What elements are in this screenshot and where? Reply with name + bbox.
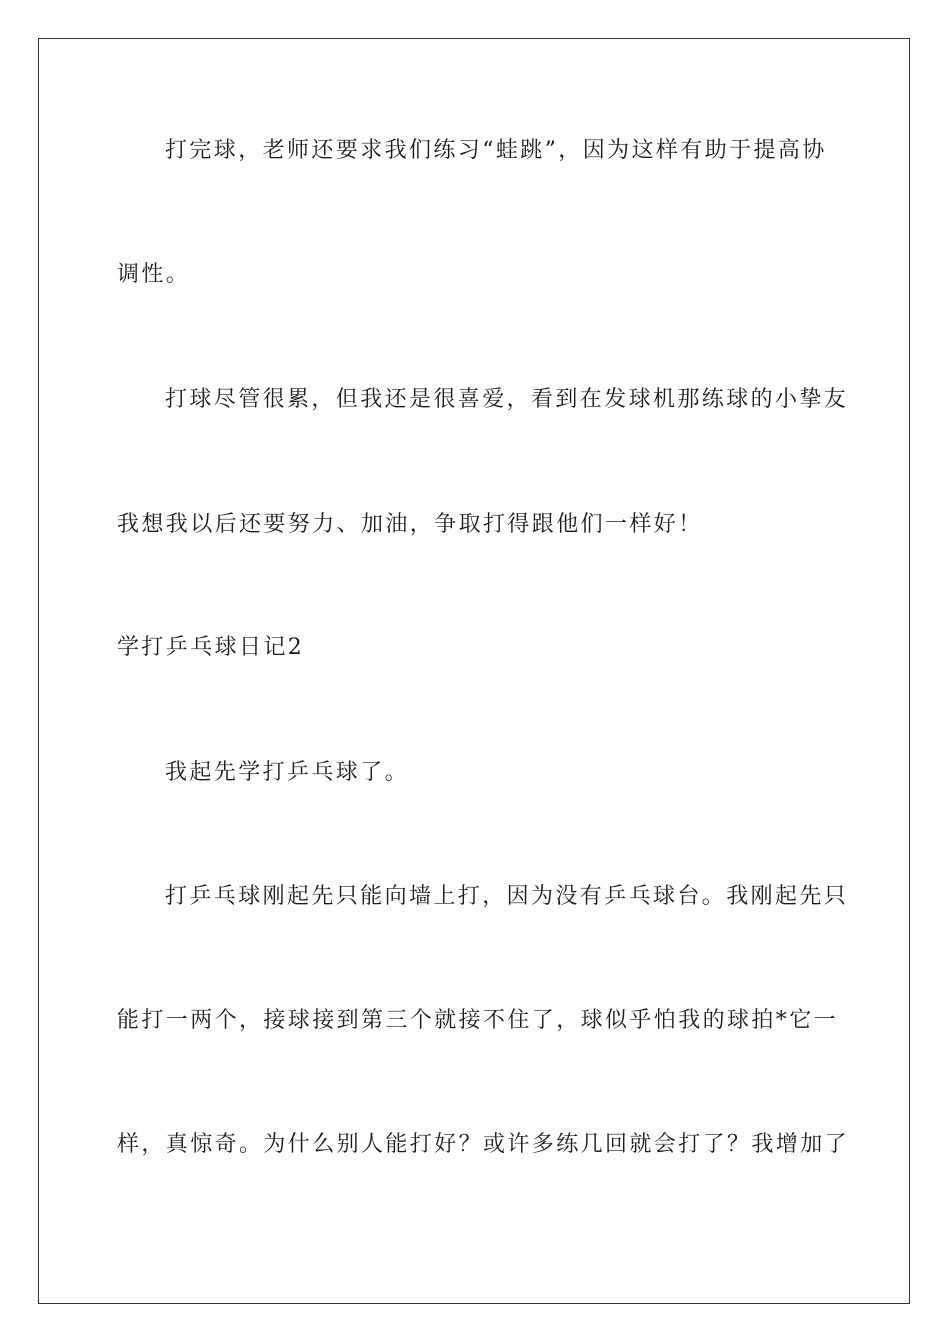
paragraph-line-3: 打球尽管很累，但我还是很喜爱，看到在发球机那练球的小挚友 — [165, 387, 849, 412]
paragraph-line-7: 能打一两个，接球接到第三个就接不住了，球似乎怕我的球拍*它一 — [117, 1008, 839, 1033]
paragraph-line-2: 调性。 — [117, 262, 191, 287]
paragraph-line-5: 我起先学打乒乓球了。 — [165, 760, 410, 785]
paragraph-line-4: 我想我以后还要努力、加油，争取打得跟他们一样好！ — [117, 512, 703, 537]
section-heading: 学打乒乓球日记2 — [117, 635, 305, 660]
paragraph-line-6: 打乒乓球刚起先只能向墙上打，因为没有乒乓球台。我刚起先只 — [165, 884, 849, 909]
page-border — [38, 38, 910, 1304]
paragraph-line-1: 打完球，老师还要求我们练习“蛙跳”，因为这样有助于提高协 — [165, 138, 827, 163]
paragraph-line-8: 样，真惊奇。为什么别人能打好？或许多练几回就会打了？我增加了 — [117, 1132, 850, 1157]
